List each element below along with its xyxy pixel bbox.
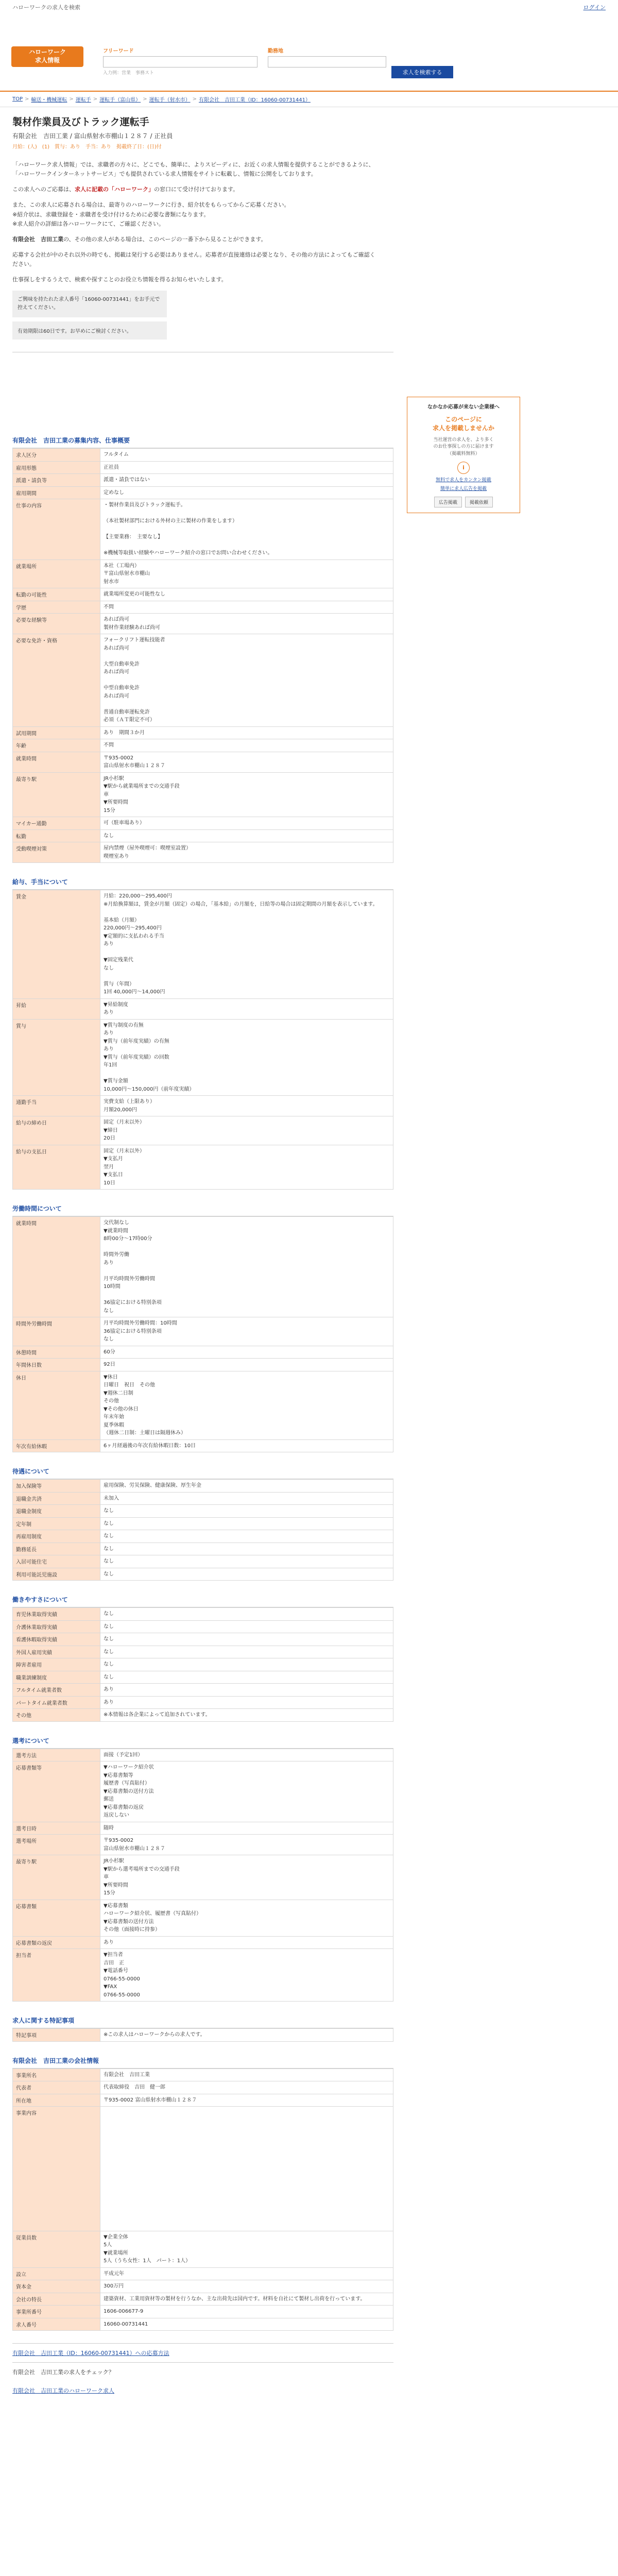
table-row [13,2306,393,2318]
notice-job-number: ご興味を持たれた求人番号「16060-00731441」をお手元で控えてください。 [12,291,167,317]
table-row [13,1936,393,1949]
row-label: 育児休業取得実績 [13,1608,100,1621]
table-row [13,1855,393,1900]
row-value: 月平均時間外労働時間：10時間 36協定における特別条項 なし [100,1317,393,1346]
row-value: 16060-00731441 [100,2318,393,2331]
intro [0,150,391,284]
info-section [12,1464,393,1581]
sidebar [407,397,520,513]
row-value: 平成元年 [100,2267,393,2280]
table-row [13,1696,393,1709]
row-value: 60分 [100,1346,393,1359]
intro-p2: この求人へのご応募は、求人に記載の「ハローワーク」の窓口にて受け付けております。 [12,186,239,193]
table-row [13,1633,393,1646]
row-label: 特記事項 [13,2029,100,2042]
table-row [13,1492,393,1505]
table-row [13,449,393,462]
row-label: 事業所番号 [13,2306,100,2318]
row-value: なし [100,1555,393,1568]
row-label: 選考日時 [13,1822,100,1835]
row-label: 入居可能住宅 [13,1555,100,1568]
intro-p6: 仕事探しをするうえで、検索や探すことのお役立ち情報を得るお知らせいたします。 [12,276,227,283]
table-row [13,1480,393,1493]
table-row [13,560,393,588]
row-value: 随時 [100,1822,393,1835]
row-value: 就業場所変更の可能性なし [100,588,393,601]
row-value: フルタイム [100,449,393,462]
info-section [12,1201,393,1452]
table-row [13,2107,393,2231]
sidebar-buttons [413,497,514,507]
table-row [13,601,393,614]
row-label: 通勤手当 [13,1096,100,1116]
breadcrumb-item[interactable]: 輸送・機械運転 [31,97,67,103]
row-label: 最寄り駅 [13,1855,100,1900]
breadcrumb-separator: > [69,96,74,102]
section-title: 有限会社 吉田工業の募集内容、仕事概要 [12,433,393,448]
row-label: パートタイム就業者数 [13,1696,100,1709]
row-label: 雇用形態 [13,461,100,474]
table-row [13,1145,393,1190]
row-value: 建築資材、工業用資材等の製材を行うなか、主な出荷先は国内です。材料を自社にて製材し出荷を行っています。 [100,2293,393,2306]
info-table [12,890,393,1190]
row-label: 年間休日数 [13,1359,100,1371]
search-button[interactable]: 求人を検索する [391,66,453,78]
table-row [13,1620,393,1633]
row-label: 年齢 [13,739,100,752]
row-value: 可（駐車場あり） [100,817,393,830]
login-link[interactable]: ログイン [583,4,606,11]
row-value: あり [100,1936,393,1949]
breadcrumb-separator: > [143,96,147,102]
site-logo[interactable]: ハローワーク 求人情報 [11,46,83,67]
row-label: 加入保険等 [13,1480,100,1493]
row-value: 定めなし [100,486,393,499]
row-label: 求人区分 [13,449,100,462]
info-section [12,433,393,863]
table-row [13,1900,393,1936]
sidebar-headline: このページに 求人を掲載しませんか [432,416,494,432]
table-row [13,1505,393,1518]
section-title: 求人に関する特記事項 [12,2013,393,2028]
row-value: なし [100,1671,393,1684]
page-title: 製材作業員及びトラック運転手 [12,116,149,128]
row-label: 所在地 [13,2094,100,2107]
row-value: ※本情報は各企業によって追加されています。 [100,1709,393,1722]
row-value: なし [100,1646,393,1658]
row-label: 利用可能託児施設 [13,1568,100,1581]
table-row [13,1439,393,1452]
row-value: 雇用保険、労災保険、健康保険、厚生年金 [100,1480,393,1493]
table-row [13,461,393,474]
row-label: 就業時間 [13,1217,100,1317]
row-label: 給与の締め日 [13,1116,100,1145]
info-table [12,1749,393,2002]
freeword-label: フリーワード [103,48,134,54]
row-value: 面接（予定1回） [100,1749,393,1761]
row-value: 不問 [100,739,393,752]
area-block [268,46,386,67]
row-value: あり [100,1684,393,1697]
table-row [13,1749,393,1761]
row-label: 障害者雇用 [13,1658,100,1671]
table-row [13,1371,393,1439]
section-title: 給与、手当について [12,874,393,890]
row-value: あり 期間３か月 [100,726,393,739]
row-value: 固定（月末以外） ▼締日 20日 [100,1116,393,1145]
freeword-block [103,46,258,76]
row-label: 選考場所 [13,1835,100,1855]
row-value: 有限会社 吉田工業 [100,2069,393,2081]
table-row [13,1543,393,1555]
breadcrumb-item[interactable]: 運転手 [75,97,91,103]
row-value: 交代制なし ▼就業時間 8時00分〜17時00分 時間外労働 あり 月平均時間外労働時間 10時間 36協定における特別条項 なし [100,1217,393,1317]
breadcrumb-item[interactable]: 運転手（射水市） [149,97,191,103]
row-value: あれば尚可 製材作業経験あれば尚可 [100,614,393,634]
row-label: 勤務延長 [13,1543,100,1555]
table-row [13,2069,393,2081]
row-value: 代表取締役 吉田 健一郎 [100,2081,393,2094]
row-value: 92日 [100,1359,393,1371]
row-value: 〒935-0002 富山県射水市棚山１２８７ [100,2094,393,2107]
job-meta: 月給：(人) (1) 賞与：あり 手当：あり 掲載終了日：(日)付 [12,144,162,150]
info-section [12,1733,393,2002]
sidebar-link-1[interactable]: 無料で求人をカンタン掲載 [436,478,491,483]
other-jobs-link[interactable]: 有限会社 吉田工業のハローワーク求人 [12,2387,114,2394]
info-section [12,874,393,1190]
site-name: ハローワークの求人を検索 [12,4,80,11]
row-label: 事業内容 [13,2107,100,2231]
info-section [12,1592,393,1722]
row-value: ・製材作業員及びトラック運転手。 （本社製材部門における外材の主に製材の作業をします） 【主要業務： 主要なし】 ※機械等取扱い経験やハローワーク紹介の窓口でお問い合わせください。 [100,499,393,560]
row-value: 派遣・請負ではない [100,474,393,487]
breadcrumb-item[interactable]: 有限会社 吉田工業（ID：16060-00731441） [198,97,311,103]
row-label: 介護休業取得実績 [13,1620,100,1633]
row-label: 会社の特長 [13,2293,100,2306]
table-row [13,1555,393,1568]
table-row [13,1658,393,1671]
main-content [12,433,393,2400]
table-row [13,1822,393,1835]
row-label: 事業所名 [13,2069,100,2081]
breadcrumb-separator: > [192,96,197,102]
table-row [13,726,393,739]
table-row [13,2029,393,2042]
section-title: 待遇について [12,1464,393,1479]
row-label: 必要な免許・資格 [13,634,100,727]
row-value: 固定（月末以外） ▼支払月 翌月 ▼支払日 10日 [100,1145,393,1190]
row-label: 応募書類の返戻 [13,1936,100,1949]
table-row [13,1346,393,1359]
row-value: 300万円 [100,2280,393,2293]
row-value: 〒935-0002 富山県射水市棚山１２８７ [100,752,393,772]
row-value: なし [100,1568,393,1581]
info-table [12,2028,393,2042]
row-value: ※この求人はハローワークからの求人です。 [100,2029,393,2042]
row-label: フルタイム就業者数 [13,1684,100,1697]
freeword-hint: 入力例：営業 事務スト [103,71,154,76]
footer-links [12,2343,393,2400]
area-label: 勤務地 [268,48,283,54]
row-label: 年次有給休暇 [13,1439,100,1452]
header [0,14,618,92]
row-value: ▼応募書類 ハローワーク紹介状、履歴書（写真貼付） ▼応募書類の送付方法 その他（面接時に持参） [100,1900,393,1936]
table-row [13,1684,393,1697]
table-row [13,1116,393,1145]
row-label: 雇用期間 [13,486,100,499]
section-title: 選考について [12,1733,393,1749]
row-label: 看護休暇取得実績 [13,1633,100,1646]
row-label: 派遣・請負等 [13,474,100,487]
table-row [13,752,393,772]
row-value: なし [100,1530,393,1543]
intro-p4: 有限会社 吉田工業の、その他の求人がある場合は、このページの一番下から見ることができます。 [12,235,267,243]
row-label: 賃金 [13,890,100,999]
row-label: 必要な経験等 [13,614,100,634]
row-value: 1606-006677-9 [100,2306,393,2318]
table-row [13,2267,393,2280]
row-label: 退職金制度 [13,1505,100,1518]
table-row [13,1568,393,1581]
sidebar-request-button[interactable]: 掲載依頼 [465,497,493,507]
sidebar-link-2[interactable]: 簡単に求人広告を掲載 [440,486,487,492]
info-section [12,2053,393,2331]
table-row [13,829,393,842]
row-label: 職業訓練制度 [13,1671,100,1684]
table-row [13,1217,393,1317]
table-row [13,499,393,560]
row-label: 休日 [13,1371,100,1439]
row-value: 不問 [100,601,393,614]
row-label: その他 [13,1709,100,1722]
row-value: なし [100,1543,393,1555]
row-label: 転勤 [13,829,100,842]
breadcrumb-separator: > [25,96,29,102]
table-row [13,474,393,487]
table-row [13,1671,393,1684]
table-row [13,998,393,1019]
table-row [13,2318,393,2331]
row-label: 求人番号 [13,2318,100,2331]
table-row [13,1646,393,1658]
row-label: 外国人雇用実績 [13,1646,100,1658]
row-value: フォークリフト運転技能者 あれば尚可 大型自動車免許 あれば尚可 中型自動車免許 あれば尚可 普通自動車運転免許 必須（ＡＴ限定不可） [100,634,393,727]
table-row [13,739,393,752]
freeword-input[interactable] [103,56,258,67]
table-row [13,486,393,499]
table-row [13,2293,393,2306]
area-input[interactable] [268,56,386,67]
row-label: 担当者 [13,1949,100,2002]
intro-p1: 「ハローワーク求人情報」では、求職者の方々に、どこでも、簡単に、よりスピーディに、お近くの求人情報を提供することができるように、「ハローワークインターネットサービス」でも提供されている求人情報をサイトに転載し、情報に公開をしております。 [12,161,374,178]
row-label: 学歴 [13,601,100,614]
row-value [100,2107,393,2231]
section-title: 労働時間について [12,1201,393,1216]
row-value: ▼ハローワーク紹介状 ▼応募書類等 履歴書（写真貼付） ▼応募書類の送付方法 郵送 ▼応募書類の返戻 返戻しない [100,1761,393,1822]
table-row [13,1019,393,1096]
info-table [12,1607,393,1722]
breadcrumb-separator: > [93,96,98,102]
row-value: 実費支給（上限あり） 月額20,000円 [100,1096,393,1116]
row-label: 仕事の内容 [13,499,100,560]
row-value: ▼休日 日曜日 祝日 その他 ▼週休二日制 その他 ▼その他の休日 年末年始 夏季休暇 （週休二日制：土曜日は隔週休み） [100,1371,393,1439]
row-label: 定年制 [13,1517,100,1530]
row-label: 就業時間 [13,752,100,772]
row-value: 6ヶ月経過後の年次有給休暇日数：10日 [100,1439,393,1452]
row-value: なし [100,1633,393,1646]
row-value: 未加入 [100,1492,393,1505]
table-row [13,634,393,727]
table-row [13,842,393,863]
row-value: あり [100,1696,393,1709]
row-value: なし [100,1608,393,1621]
table-row [13,817,393,830]
row-value: なし [100,829,393,842]
row-label: 休憩時間 [13,1346,100,1359]
table-row [13,2231,393,2267]
row-value: なし [100,1517,393,1530]
breadcrumb [0,92,618,107]
table-row [13,1096,393,1116]
notice-deadline: 有効期限は60日です。お早めにご検討ください。 [12,321,167,340]
row-value: なし [100,1620,393,1633]
row-label: 選考方法 [13,1749,100,1761]
row-label: 応募書類 [13,1900,100,1936]
row-label: 昇給 [13,998,100,1019]
row-value: なし [100,1505,393,1518]
row-label: 最寄り駅 [13,772,100,817]
table-row [13,1761,393,1822]
table-row [13,1949,393,2002]
info-icon: i [457,462,470,474]
breadcrumb-item[interactable]: TOP [12,96,23,102]
row-value: JR小杉駅 ▼駅から就業場所までの交通手段 車 ▼所要時間 15分 [100,772,393,817]
info-table [12,1216,393,1452]
row-label: マイカー通勤 [13,817,100,830]
section-title: 働きやすさについて [12,1592,393,1607]
row-label: 再雇用制度 [13,1530,100,1543]
table-row [13,1359,393,1371]
row-label: 従業員数 [13,2231,100,2267]
table-row [13,2081,393,2094]
title-area [0,107,618,150]
intro-p5: 応募する会社が中のそれ以外の時でも、掲載は発行する必要はありません。応募者が直接連絡は必要となり、その他の方法によってもご確認ください。 [12,251,375,268]
topbar [0,0,618,14]
row-value: ▼企業全体 5人 ▼就業場所 5人（うち女性：1人 パート：1人） [100,2231,393,2267]
row-label: 設立 [13,2267,100,2280]
other-jobs-text: 有限会社 吉田工業の求人をチェック？ [12,2362,393,2381]
sidebar-ad-button[interactable]: 広告掲載 [434,497,462,507]
row-label: 退職金共済 [13,1492,100,1505]
intro-p3: また、この求人に応募される場合は、最寄りのハローワークに行き、紹介状をもらってからご応募ください。 ※紹介状は、求職登録を・求職者を受け付けるために必要な書類になります。 ※求人紹介の詳細は各ハローワークにて、ご確認ください。 [12,201,290,227]
table-row [13,1709,393,1722]
table-row [13,2094,393,2107]
table-row [13,1517,393,1530]
row-label: 応募書類等 [13,1761,100,1822]
company-line: 有限会社 吉田工業 / 富山県射水市棚山１２８７ / 正社員 [12,132,173,140]
table-row [13,890,393,999]
row-value: 本社（工場内） 〒富山県射水市棚山 射水市 [100,560,393,588]
row-label: 給与の支払日 [13,1145,100,1190]
table-row [13,1530,393,1543]
row-value: ▼賞与制度の有無 あり ▼賞与（前年度実績）の有無 あり ▼賞与（前年度実績）の回数 年1回 ▼賞与金額 10,000円〜150,000円（前年度実績） [100,1019,393,1096]
table-row [13,1608,393,1621]
table-row [13,772,393,817]
breadcrumb-item[interactable]: 運転手（富山県） [99,97,141,103]
sidebar-ad-box [407,397,520,513]
section-title: 有限会社 吉田工業の会社情報 [12,2053,393,2069]
row-label: 試用期間 [13,726,100,739]
row-label: 賞与 [13,1019,100,1096]
row-label: 代表者 [13,2081,100,2094]
row-value: なし [100,1658,393,1671]
row-value: 月給：220,000〜295,400円 ※月給換算額は，賃金が月額（固定）の場合，「基本給」の月額を，日給等の場合は固定期間の月額を表示しています。 基本給（月額） 220,000円〜295,400円 ▼定額的に支払われる手当 あり ▼固定残業代 なし 賞与（年間） 1回 40,000円〜14,000円 [100,890,393,999]
info-table [12,2069,393,2331]
row-value: 正社員 [100,461,393,474]
row-value: 屋内禁煙（屋外喫煙可：喫煙室設置） 喫煙室あり [100,842,393,863]
row-value: 〒935-0002 富山県射水市棚山１２８７ [100,1835,393,1855]
sidebar-text: 当社運営の求人を、より多く のお仕事探しの方に届けます （掲載料無料） [433,437,494,456]
row-label: 就業場所 [13,560,100,588]
row-value: ▼昇給制度 あり [100,998,393,1019]
sidebar-title: なかなか応募が来ない企業様へ [427,404,500,410]
row-label: 受動喫煙対策 [13,842,100,863]
row-value: ▼担当者 吉田 正 ▼電話番号 0766-55-0000 ▼FAX 0766-55-0000 [100,1949,393,2002]
row-label: 資本金 [13,2280,100,2293]
apply-method-link[interactable]: 有限会社 吉田工業（ID：16060-00731441）への応募方法 [12,2343,393,2362]
table-row [13,614,393,634]
info-table [12,448,393,863]
info-table [12,1479,393,1581]
row-label: 転勤の可能性 [13,588,100,601]
info-section [12,2013,393,2042]
table-row [13,1835,393,1855]
table-row [13,588,393,601]
table-row [13,2280,393,2293]
row-value: JR小杉駅 ▼駅から選考場所までの交通手段 車 ▼所要時間 15分 [100,1855,393,1900]
row-label: 時間外労働時間 [13,1317,100,1346]
table-row [13,1317,393,1346]
